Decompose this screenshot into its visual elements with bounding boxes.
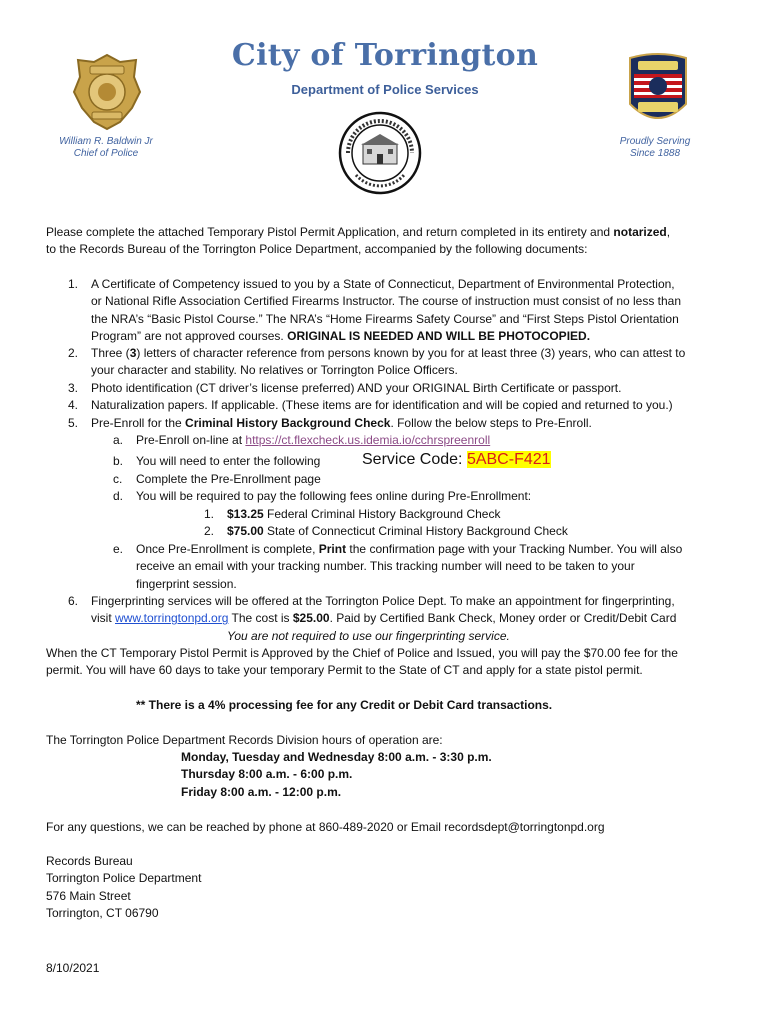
service-code-value: 5ABC-F421: [466, 451, 551, 468]
torringtonpd-link[interactable]: www.torringtonpd.org: [115, 611, 229, 626]
hours-line: Monday, Tuesday and Wednesday 8:00 a.m. - 3:30 p.m.: [181, 750, 492, 764]
item-number: 4.: [68, 398, 79, 412]
fee-description: Federal Criminal History Background Check: [263, 507, 501, 521]
hours-block: [181, 749, 492, 801]
intro-paragraph: [46, 224, 736, 259]
subitem-text: You will need to enter the following: [136, 454, 321, 468]
subitem-text: Pre-Enroll on-line at: [136, 433, 246, 447]
city-seal-logo: [332, 110, 428, 196]
fee-amount: $75.00: [227, 524, 264, 538]
list-item-naturalization: Naturalization papers. If applicable. (These items are for identification and will be copied and returned to you.): [91, 398, 673, 412]
address-line: Torrington Police Department: [46, 871, 202, 886]
item-line: your character and stability. No relatives or Torrington Police Officers.: [91, 363, 458, 378]
list-item-pre-enroll: [91, 415, 741, 432]
item-number: 6.: [68, 594, 79, 608]
fingerprint-optional-note: You are not required to use our fingerprinting service.: [227, 628, 510, 643]
page-title: City of Torrington: [231, 38, 539, 73]
subitem-letter: a.: [113, 433, 124, 447]
item-text: ) letters of character reference from persons known by you for at least three (3) years, who can attest to: [136, 346, 686, 360]
item-number: 2.: [68, 346, 79, 360]
police-patch-logo: [626, 52, 690, 132]
fee-amount: $13.25: [227, 507, 264, 521]
item-number: 3.: [68, 381, 79, 395]
print-bold: Print: [318, 542, 347, 556]
intro-line-2: to the Records Bureau of the Torrington Police Department, accompanied by the following documents:: [46, 242, 588, 257]
item-line: Fingerprinting services will be offered at the Torrington Police Dept. To make an appointment for fingerprinting,: [91, 594, 675, 608]
item-number: 5.: [68, 416, 79, 430]
police-badge-logo: [72, 52, 142, 132]
address-line: Torrington, CT 06790: [46, 906, 159, 921]
fee-description: State of Connecticut Criminal History Background Check: [263, 524, 568, 538]
intro-comma: ,: [666, 225, 671, 239]
address-line: 576 Main Street: [46, 888, 131, 903]
list-item-certificate: [91, 276, 741, 346]
item-line: the NRA’s “Basic Pistol Course.” The NRA’s “Home Firearms Safety Course” and “First Steps Pistol Orientation: [91, 311, 679, 326]
item-text: Three (: [91, 346, 130, 360]
subitem-pre-enroll-online: [136, 432, 736, 449]
approval-line: When the CT Temporary Pistol Permit is Approved by the Chief of Police and Issued, you will pay the $70.00 fee for the: [46, 646, 678, 660]
item-text: . Paid by Certified Bank Check, Money order or Credit/Debit Card: [329, 611, 677, 626]
item-line: A Certificate of Competency issued to you by a State of Connecticut, Department of Environmental Protection,: [91, 277, 675, 291]
approval-line: permit. You will have 60 days to take your temporary Permit to the State of CT and apply for a state pistol permit.: [46, 663, 643, 678]
item-text: Pre-Enroll for the: [91, 416, 186, 430]
contact-line: For any questions, we can be reached by phone at 860-489-2020 or Email recordsdept@torringtonpd.org: [46, 820, 605, 834]
item-number: 1.: [68, 277, 79, 291]
hours-line: Friday 8:00 a.m. - 12:00 p.m.: [181, 784, 342, 799]
original-needed-text: ORIGINAL IS NEEDED AND WILL BE PHOTOCOPIED.: [287, 329, 591, 344]
document-date: 8/10/2021: [46, 961, 100, 975]
subitem-line: receive an email with your tracking number. This tracking number will need to be taken to your: [136, 559, 635, 574]
service-code-label: Service Code:: [362, 451, 467, 468]
subitem-letter: c.: [113, 472, 123, 486]
fee-number: 1.: [204, 507, 215, 521]
subitem-letter: b.: [113, 454, 124, 468]
processing-fee-note: ** There is a 4% processing fee for any Credit or Debit Card transactions.: [136, 698, 553, 712]
item-line: Program” are not approved courses.: [91, 329, 288, 344]
list-item-references: [91, 345, 741, 380]
subitem-complete-page: Complete the Pre-Enrollment page: [136, 472, 321, 486]
subitem-text: Once Pre-Enrollment is complete,: [136, 542, 319, 556]
tagline-line-1: Proudly Serving: [619, 136, 691, 147]
subitem-line: fingerprint session.: [136, 576, 237, 591]
item-line: or National Rifle Association Certified Firearms Instructor. The course of instruction must consist of no less than: [91, 294, 682, 309]
approval-paragraph: [46, 645, 736, 680]
subitem-letter: d.: [113, 489, 124, 503]
criminal-history-text: Criminal History Background Check: [185, 416, 391, 430]
address-line: Records Bureau: [46, 854, 133, 868]
subitem-text: the confirmation page with your Tracking Number. You will also: [346, 542, 683, 556]
chief-title: Chief of Police: [73, 148, 139, 159]
address-block: [46, 853, 201, 923]
hours-intro: The Torrington Police Department Records Division hours of operation are:: [46, 733, 443, 747]
department-subtitle: Department of Police Services: [291, 82, 479, 97]
list-item-photo-id: Photo identification (CT driver’s license preferred) AND your ORIGINAL Birth Certificate or passport.: [91, 381, 622, 395]
subitem-letter: e.: [113, 542, 124, 556]
fee-state: [227, 523, 727, 540]
chief-signature-block: [46, 136, 166, 160]
list-item-fingerprinting: [91, 593, 751, 645]
item-text: visit: [91, 611, 115, 626]
pre-enroll-link[interactable]: https://ct.flexcheck.us.idemia.io/cchrspreenroll: [245, 433, 491, 447]
fingerprint-cost: $25.00: [292, 611, 330, 626]
fee-federal: [227, 506, 727, 523]
item-bold: 3: [129, 346, 137, 360]
tagline-block: [600, 136, 710, 160]
intro-text: Please complete the attached Temporary Pistol Permit Application, and return completed in its entirety and: [46, 225, 614, 239]
fee-number: 2.: [204, 524, 215, 538]
item-text: . Follow the below steps to Pre-Enroll.: [390, 416, 592, 430]
subitem-print-confirmation: [136, 541, 736, 593]
subitem-fees: You will be required to pay the following fees online during Pre-Enrollment:: [136, 489, 532, 503]
item-text: The cost is: [228, 611, 293, 626]
chief-name: William R. Baldwin Jr: [59, 136, 153, 147]
hours-line: Thursday 8:00 a.m. - 6:00 p.m.: [181, 767, 353, 782]
tagline-line-2: Since 1888: [629, 148, 681, 159]
service-code-block: [362, 449, 551, 471]
notarized-text: notarized: [613, 225, 667, 239]
